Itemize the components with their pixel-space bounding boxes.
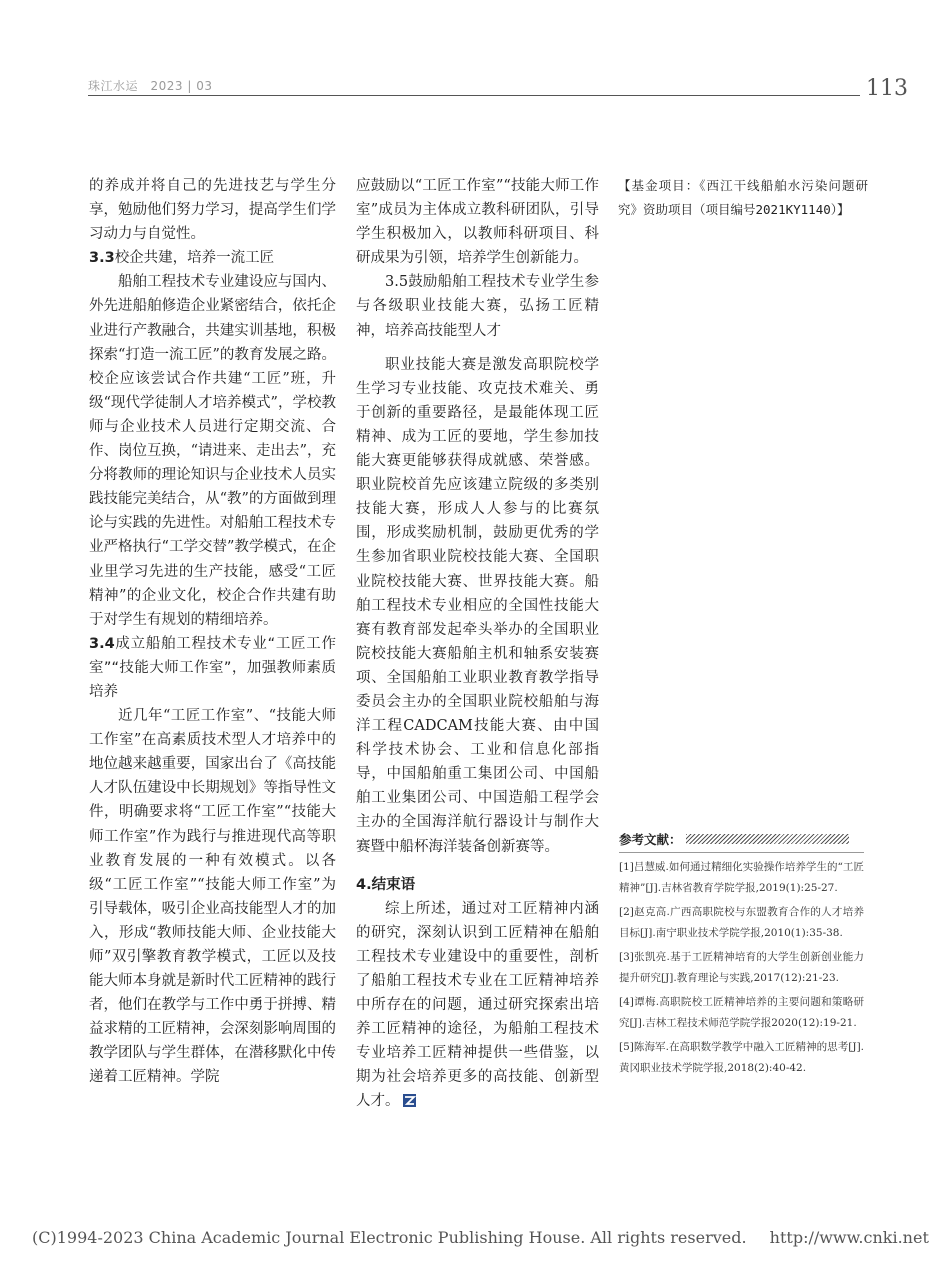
page-header <box>88 74 908 104</box>
section-heading-3-5: 3.5鼓励船舶工程技术专业学生参与各级职业技能大赛，弘扬工匠精神，培养高技能型人才 <box>356 274 599 339</box>
paragraph: 应鼓励以“工匠工作室”“技能大师工作室”成员为主体成立教科研团队，引导学生积极加入，以教师科研项目、科研成果为引领，培养学生创新能力。 <box>356 178 599 267</box>
page-footer <box>32 1228 929 1247</box>
paragraph-text: 综上所述，通过对工匠精神内涵的研究，深刻认识到工匠精神在船舶工程技术专业建设中的重要性，剖析了船舶工程技术专业在工匠精神培养中所存在的问题，通过研究探索出培养工匠精神的途径，为船舶工程技术专业培养工匠精神提供一些借鉴，以期为社会培养更多的高技能、创新型人才。 <box>356 900 599 1110</box>
section-number: 3.3 <box>89 250 115 267</box>
references-divider <box>619 852 864 853</box>
reference-item: [1]吕慧威.如何通过精细化实验操作培养学生的“工匠精神”[J].吉林省教育学院学报,2019(1):25-27. <box>619 861 864 894</box>
paragraph: 船舶工程技术专业建设应与国内、外先进船舶修造企业紧密结合，依托企业进行产教融合，共建实训基地，积极探索“打造一流工匠”的教育发展之路。校企应该尝试合作共建“工匠”班，升级“现代学徒制人才培养模式”，学校教师与企业技术人员进行定期交流、合作、岗位互换，“请进来、走出去”，充分将教师的理论知识与企业技术人员实践技能完美结合，从“教”的方面做到理论与实践的先进性。对船舶工程技术专业严格执行“工学交替”教学模式，在企业里学习先进的生产技能，感受“工匠精神”的企业文化，校企合作共建有助于对学生有规划的精细培养。 <box>89 274 336 628</box>
reference-item: [4]谭梅.高职院校工匠精神培养的主要问题和策略研究[J].吉林工程技术师范学院学报2020(12):19-21. <box>619 996 864 1029</box>
section-heading-3-3 <box>89 246 336 270</box>
fund-note: 【基金项目：《西江干线船舶水污染问题研究》资助项目（项目编号2021KY1140）】 <box>618 178 868 217</box>
page-number: 113 <box>866 76 908 101</box>
column-left <box>89 174 336 1090</box>
reference-item: [2]赵克高.广西高职院校与东盟教育合作的人才培养目标[J].南宁职业技术学院学报,2010(1):35-38. <box>619 906 864 939</box>
section-number: 3.4 <box>89 635 115 652</box>
references <box>619 830 864 1078</box>
end-mark-icon <box>403 1094 416 1107</box>
section-heading-3-4 <box>89 632 336 704</box>
section-title: 结束语 <box>371 876 416 893</box>
section-number: 4. <box>356 876 372 893</box>
paragraph <box>356 897 599 1114</box>
section-heading-4 <box>356 873 599 897</box>
footer-link[interactable]: http://www.cnki.net <box>769 1228 929 1247</box>
hatch-bar <box>686 834 849 844</box>
spacer <box>356 859 599 873</box>
header-rule <box>88 95 860 96</box>
reference-item: [3]张凯亮.基于工匠精神培育的大学生创新创业能力提升研究[J].教育理论与实践,2017(12):21-23. <box>619 951 864 984</box>
section-title: 成立船舶工程技术专业“工匠工作室”“技能大师工作室”，加强教师素质培养 <box>89 635 336 700</box>
section-title: 校企共建，培养一流工匠 <box>114 250 275 267</box>
paragraph: 职业技能大赛是激发高职院校学生学习专业技能、攻克技术难关、勇于创新的重要路径，是最能体现工匠精神、成为工匠的要地，学生参加技能大赛更能够获得成就感、荣誉感。职业院校首先应该建立院级的多类别技能大赛，形成人人参与的比赛氛围，形成奖励机制，鼓励更优秀的学生参加省职业院校技能大赛、全国职业院校技能大赛、世界技能大赛。船舶工程技术专业相应的全国性技能大赛有教育部发起牵头举办的全国职业院校技能大赛船舶主机和轴系安装赛项、全国船舶工业职业教育教学指导委员会主办的全国职业院校船舶与海洋工程CADCAM技能大赛、由中国科学技术协会、工业和信息化部指导，中国船舶重工集团公司、中国船舶工业集团公司、中国造船工程学会主办的全国海洋航行器设计与制作大赛暨中船杯海洋装备创新赛等。 <box>356 356 599 855</box>
column-middle <box>356 174 599 1114</box>
paragraph: 的养成并将自己的先进技艺与学生分享，勉励他们努力学习，提高学生们学习动力与自觉性。 <box>89 178 336 243</box>
journal-name: 珠江水运 2023 | 03 <box>88 79 213 93</box>
references-heading <box>619 830 864 848</box>
copyright-text: (C)1994-2023 China Academic Journal Electronic Publishing House. All rights reserved. <box>32 1228 747 1247</box>
spacer <box>356 343 599 353</box>
reference-item: [5]陈海军.在高职数学教学中融入工匠精神的思考[J].黄冈职业技术学院学报,2018(2):40-42. <box>619 1041 864 1074</box>
paragraph: 近几年“工匠工作室”、“技能大师工作室”在高素质技术型人才培养中的地位越来越重要，国家出台了《高技能人才队伍建设中长期规划》等指导性文件，明确要求将“工匠工作室”“技能大师工作室”作为践行与推进现代高等职业教育发展的一种有效模式。以各级“工匠工作室”“技能大师工作室”为引导载体，吸引企业高技能型人才的加入，形成“教师技能大师、企业技能大师”双引擎教育教学模式，工匠以及技能大师本身就是新时代工匠精神的践行者，他们在教学与工作中勇于拼搏、精益求精的工匠精神，会深刻影响周围的教学团队与学生群体，在潜移默化中传递着工匠精神。学院 <box>89 708 336 1086</box>
references-title: 参考文献： <box>619 832 682 847</box>
